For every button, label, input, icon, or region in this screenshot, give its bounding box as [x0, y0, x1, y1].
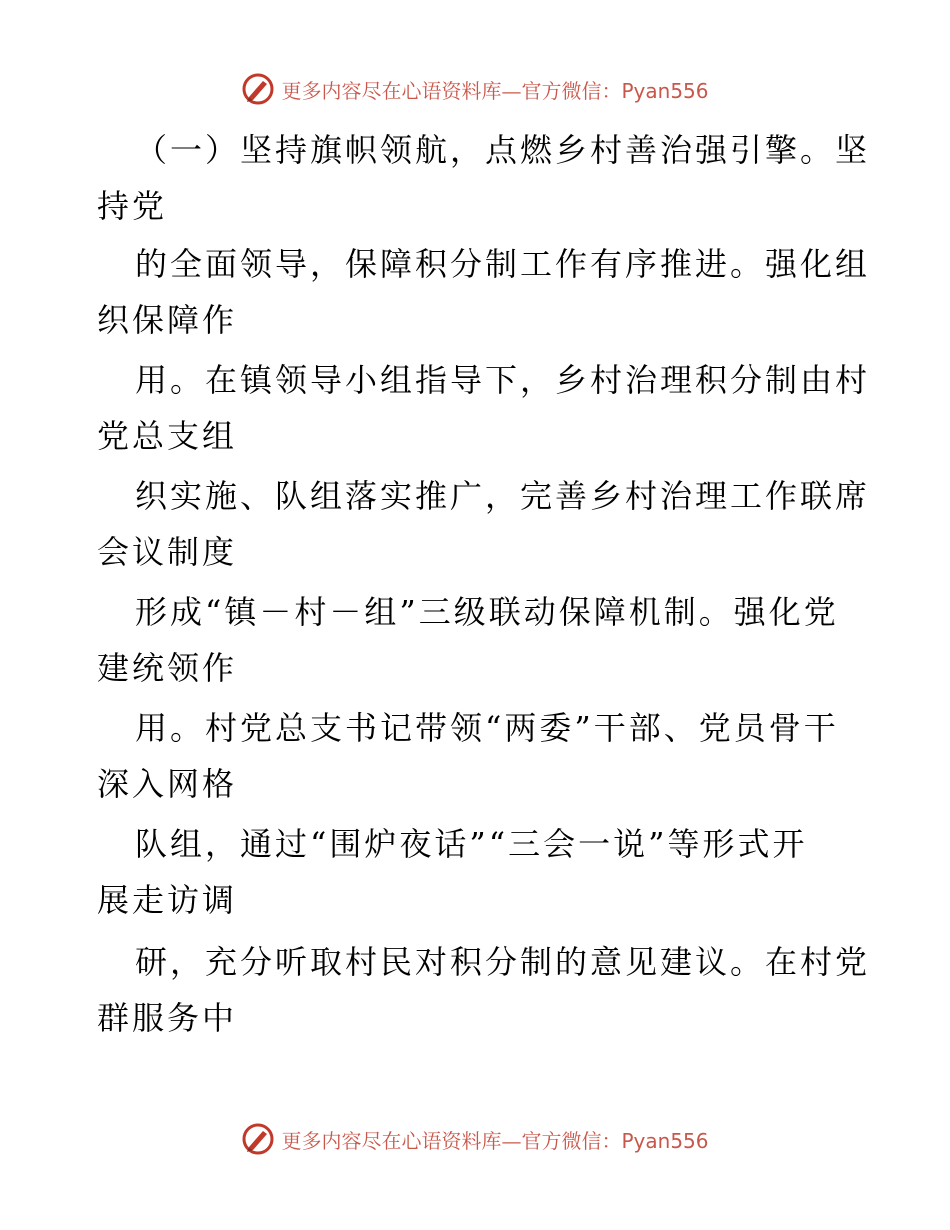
body-line: 党总支组: [97, 417, 238, 455]
body-line: 会议制度: [97, 533, 238, 571]
pen-logo-icon: [241, 72, 275, 106]
body-line: 形成“镇－村－组”三级联动保障机制。强化党: [135, 593, 839, 631]
watermark-text: 更多内容尽在心语资料库—官方微信：Pyan556: [281, 78, 709, 103]
body-line: 织实施、队组落实推广，完善乡村治理工作联席: [135, 477, 871, 515]
body-line: 建统领作: [97, 649, 238, 687]
body-line: 队组，通过“围炉夜话”“三会一说”等形式开: [135, 825, 808, 863]
pen-logo-icon: [241, 1122, 275, 1156]
footer-watermark: [0, 1122, 950, 1156]
body-line: 展走访调: [97, 881, 238, 919]
body-line: 研，充分听取村民对积分制的意见建议。在村党: [135, 943, 871, 981]
body-line: 群服务中: [97, 999, 238, 1037]
watermark-text: 更多内容尽在心语资料库—官方微信：Pyan556: [281, 1128, 709, 1153]
body-line: 用。村党总支书记带领“两委”干部、党员骨干: [135, 709, 839, 747]
body-line: 织保障作: [97, 301, 238, 339]
body-line: 持党: [97, 187, 168, 225]
body-line: 用。在镇领导小组指导下，乡村治理积分制由村: [135, 361, 871, 399]
body-line: （一）坚持旗帜领航，点燃乡村善治强引擎。坚: [135, 131, 871, 169]
header-watermark: [0, 72, 950, 106]
body-line: 的全面领导，保障积分制工作有序推进。强化组: [135, 245, 871, 283]
body-line: 深入网格: [97, 765, 238, 803]
